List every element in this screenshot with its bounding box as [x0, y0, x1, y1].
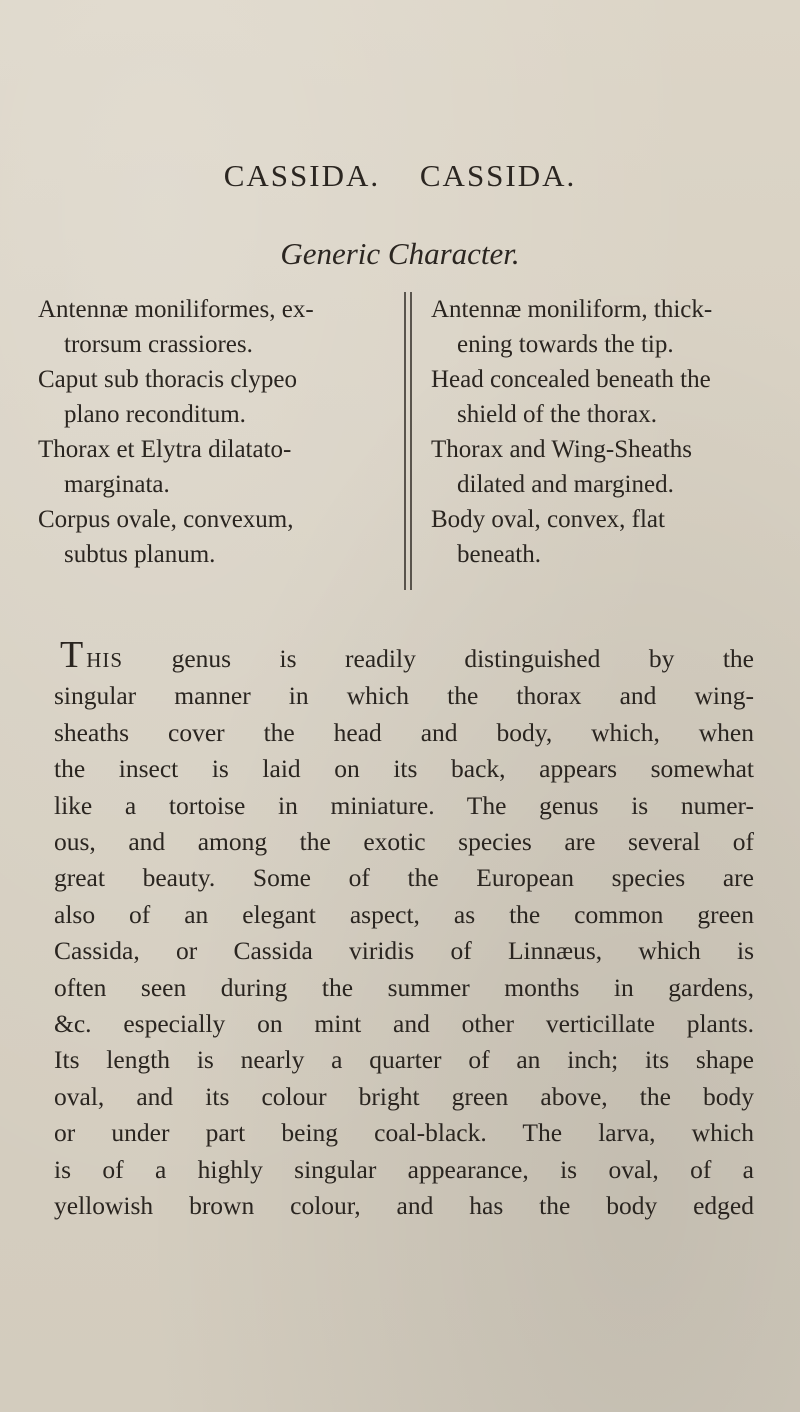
body-line: great beauty. Some of the European species are — [54, 863, 754, 893]
running-head — [0, 158, 800, 194]
latin-line: Antennæ moniliformes, ex- — [38, 296, 314, 323]
latin-entry-corpus — [38, 502, 393, 572]
body-paragraph — [54, 634, 754, 1225]
body-line: Its length is nearly a quarter of an inch; its shape — [54, 1045, 754, 1075]
latin-entry-thorax — [38, 432, 393, 502]
english-line: ening towards the tip. — [457, 331, 674, 358]
latin-entry-caput — [38, 362, 393, 432]
english-line: Body oval, convex, flat — [431, 506, 665, 533]
body-line-rest: genus is readily distinguished by the — [171, 644, 754, 673]
english-line: dilated and margined. — [457, 471, 674, 498]
running-head-right: CASSIDA. — [419, 158, 577, 193]
body-line: Cassida, or Cassida viridis of Linnæus, which is — [54, 936, 754, 966]
column-divider — [410, 292, 412, 590]
body-line: yellowish brown colour, and has the body edged — [54, 1191, 754, 1221]
english-column — [431, 292, 786, 572]
english-line: beneath. — [457, 541, 541, 568]
generic-character-columns — [38, 292, 780, 592]
body-line: like a tortoise in miniature. The genus is numer- — [54, 790, 754, 820]
small-caps-word: HIS — [86, 648, 124, 672]
body-line: or under part being coal-black. The larva, which — [54, 1118, 754, 1148]
body-line — [54, 634, 754, 678]
latin-line: trorsum crassiores. — [64, 331, 253, 358]
body-line: the insect is laid on its back, appears somewhat — [54, 754, 754, 784]
english-line: Head concealed beneath the — [431, 366, 711, 393]
drop-cap: T — [60, 634, 84, 676]
english-line: shield of the thorax. — [457, 401, 657, 428]
latin-column — [38, 292, 393, 572]
body-line: &c. especially on mint and other verticillate plants. — [54, 1009, 754, 1039]
body-line: singular manner in which the thorax and wing- — [54, 681, 754, 711]
running-head-left: CASSIDA. — [223, 158, 381, 193]
english-line: Thorax and Wing-Sheaths — [431, 436, 692, 463]
body-line: also of an elegant aspect, as the common green — [54, 899, 754, 929]
latin-line: subtus planum. — [64, 541, 216, 568]
latin-line: marginata. — [64, 471, 170, 498]
latin-line: Thorax et Elytra dilatato- — [38, 436, 292, 463]
body-line: often seen during the summer months in gardens, — [54, 972, 754, 1002]
column-divider — [404, 292, 406, 590]
english-entry-thorax — [431, 432, 786, 502]
body-line: sheaths cover the head and body, which, when — [54, 717, 754, 747]
body-line: oval, and its colour bright green above, the body — [54, 1081, 754, 1111]
body-line: ous, and among the exotic species are several of — [54, 827, 754, 857]
english-entry-head — [431, 362, 786, 432]
english-entry-antennae — [431, 292, 786, 362]
english-entry-body — [431, 502, 786, 572]
latin-line: Caput sub thoracis clypeo — [38, 366, 297, 393]
latin-line: plano reconditum. — [64, 401, 246, 428]
body-line: is of a highly singular appearance, is oval, of a — [54, 1154, 754, 1184]
english-line: Antennæ moniliform, thick- — [431, 296, 713, 323]
latin-line: Corpus ovale, convexum, — [38, 506, 294, 533]
section-subtitle: Generic Character. — [280, 236, 520, 271]
latin-entry-antennae — [38, 292, 393, 362]
